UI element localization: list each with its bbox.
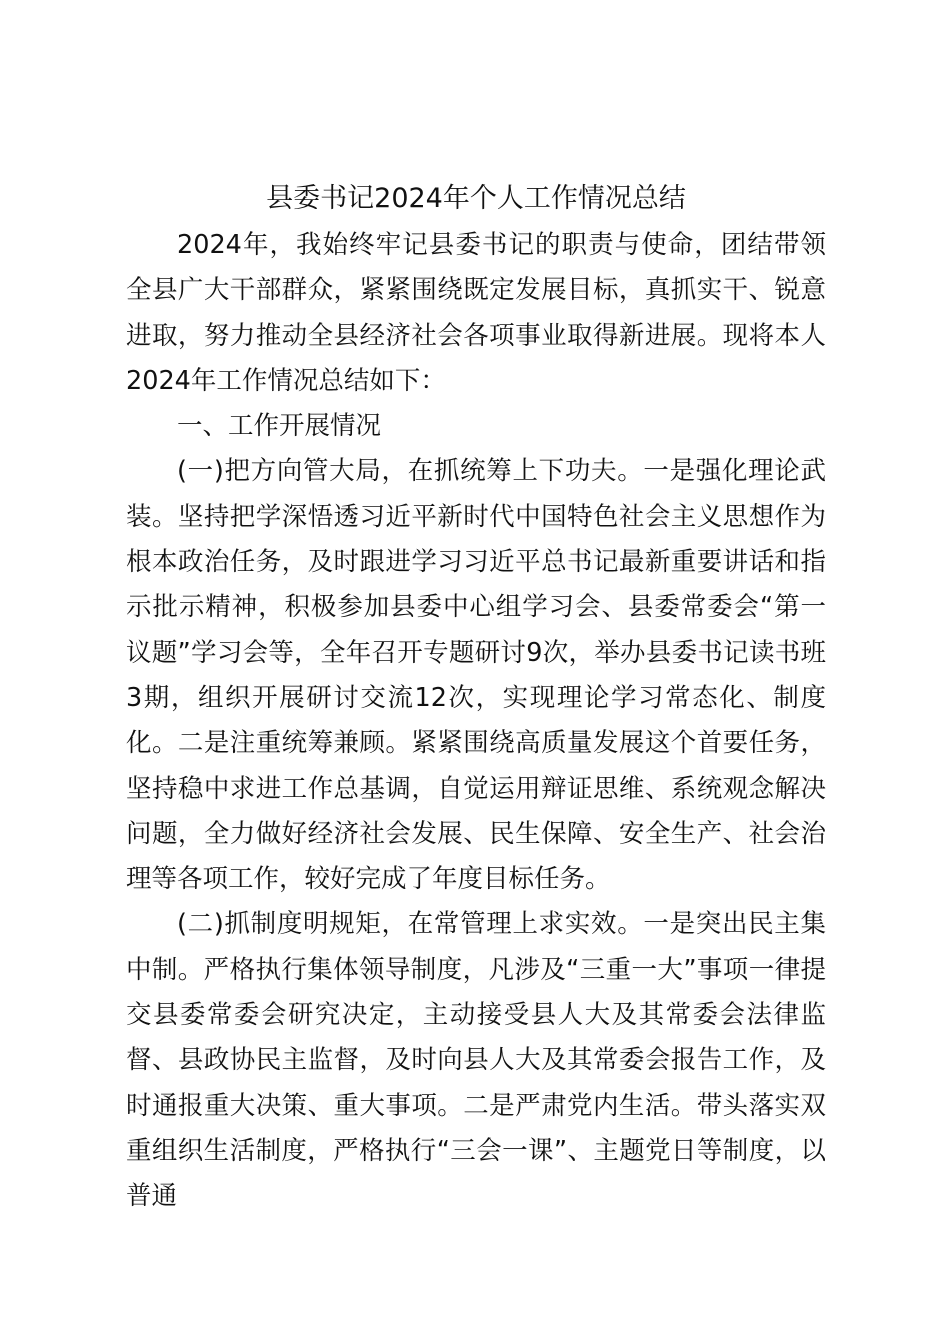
body-paragraph: (二)抓制度明规矩，在常管理上求实效。一是突出民主集中制。严格执行集体领导制度，凡涉及“三重一大”事项一律提交县委常委会研究决定，主动接受县人大及其常委会法律监督、县政协民主监督，及时向县人大及其常委会报告工作，及时通报重大决策、重大事项。二是严肃党内生活。带头落实双重组织生活制度，严格执行“三会一课”、主题党日等制度，以普通 <box>126 909 826 1212</box>
section-heading: 一、工作开展情况 <box>177 411 382 442</box>
document-body <box>126 175 826 1220</box>
document-title: 县委书记2024年个人工作情况总结 <box>266 183 686 214</box>
body-paragraph: (一)把方向管大局，在抓统筹上下功夫。一是强化理论武装。坚持把学深悟透习近平新时代中国特色社会主义思想作为根本政治任务，及时跟进学习习近平总书记最新重要讲话和指示批示精神，积极参加县委中心组学习会、县委常委会“第一议题”学习会等，全年召开专题研讨9次，举办县委书记读书班3期，组织开展研讨交流12次，实现理论学习常态化、制度化。二是注重统筹兼顾。紧紧围绕高质量发展这个首要任务，坚持稳中求进工作总基调，自觉运用辩证思维、系统观念解决问题，全力做好经济社会发展、民生保障、安全生产、社会治理等各项工作，较好完成了年度目标任务。 <box>126 456 826 895</box>
intro-paragraph: 2024年，我始终牢记县委书记的职责与使命，团结带领全县广大干部群众，紧紧围绕既定发展目标，真抓实干、锐意进取，努力推动全县经济社会各项事业取得新进展。现将本人2024年工作情况总结如下： <box>126 230 826 396</box>
